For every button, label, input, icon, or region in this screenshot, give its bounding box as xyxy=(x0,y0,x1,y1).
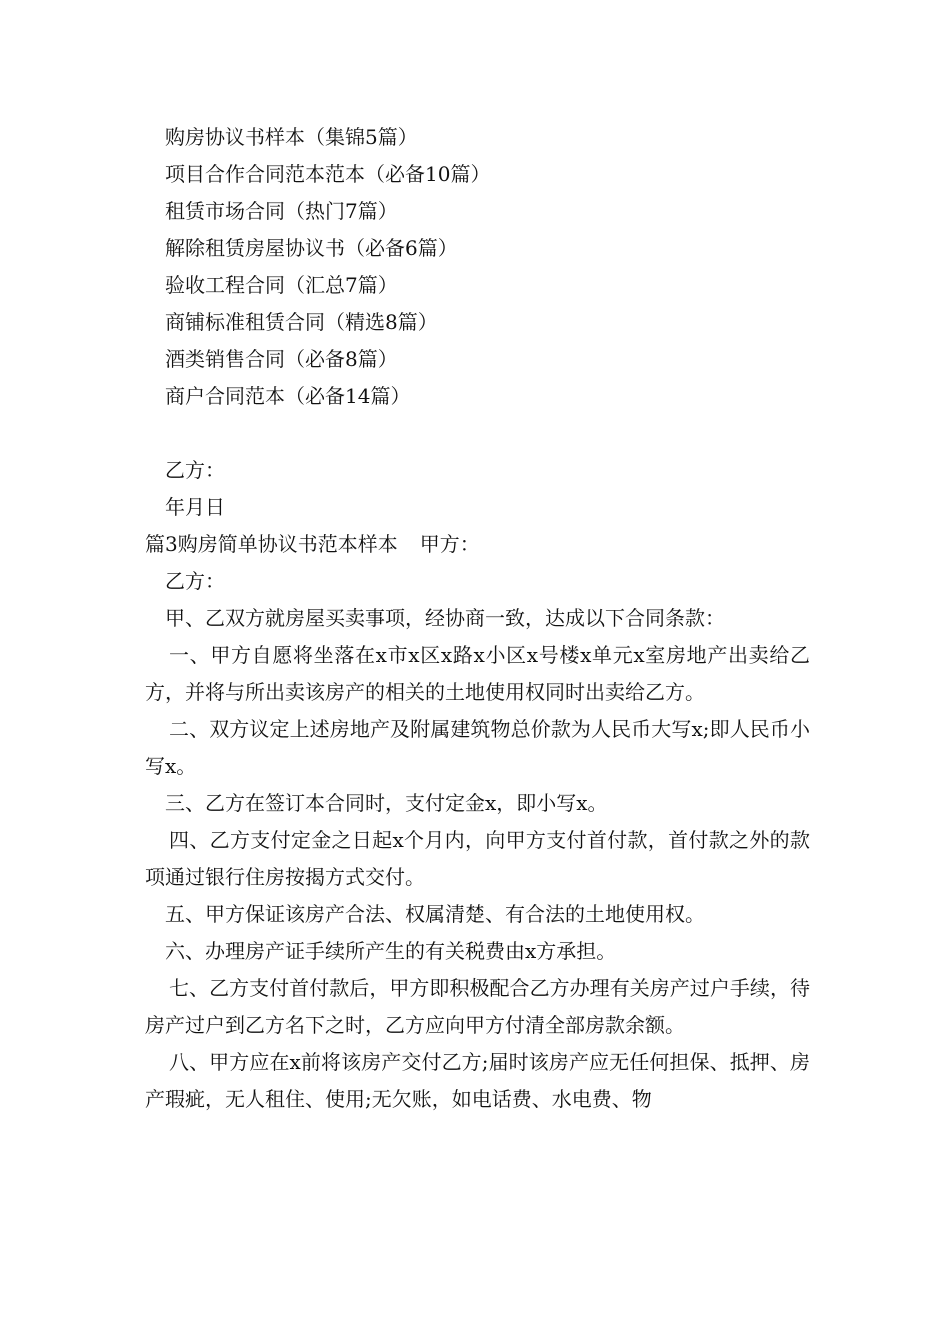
related-link[interactable]: 购房协议书样本（集锦5篇） xyxy=(165,125,418,149)
party-a-label: 甲方： xyxy=(419,532,480,556)
related-link[interactable]: 酒类销售合同（必备8篇） xyxy=(165,347,398,371)
related-link[interactable]: 租赁市场合同（热门7篇） xyxy=(165,199,398,223)
clause-1: 一、甲方自愿将坐落在x市x区x路x小区x号楼x单元x室房地产出卖给乙方，并将与所出卖该房产的相关的土地使用权同时出卖给乙方。 xyxy=(145,643,810,704)
clause-5: 五、甲方保证该房产合法、权属清楚、有合法的土地使用权。 xyxy=(165,902,705,926)
signature-date: 年月日 xyxy=(165,495,225,519)
signature-block xyxy=(145,452,810,526)
clause-2: 二、双方议定上述房地产及附属建筑物总价款为人民币大写x;即人民币小写x。 xyxy=(145,717,810,778)
agreement-intro: 甲、乙双方就房屋买卖事项，经协商一致，达成以下合同条款： xyxy=(165,606,725,630)
related-link[interactable]: 解除租赁房屋协议书（必备6篇） xyxy=(165,236,458,260)
related-link[interactable]: 商户合同范本（必备14篇） xyxy=(165,384,411,408)
section-heading-line xyxy=(145,526,810,563)
section-heading: 篇3购房简单协议书范本样本 xyxy=(145,532,398,556)
clause-4: 四、乙方支付定金之日起x个月内，向甲方支付首付款，首付款之外的款项通过银行住房按揭方式交付。 xyxy=(145,828,810,889)
party-b-label: 乙方： xyxy=(165,569,225,593)
party-b-signature: 乙方： xyxy=(165,458,225,482)
related-link[interactable]: 项目合作合同范本范本（必备10篇） xyxy=(165,162,491,186)
clause-3: 三、乙方在签订本合同时，支付定金x，即小写x。 xyxy=(165,791,608,815)
related-links-list xyxy=(165,119,865,415)
clause-7: 七、乙方支付首付款后，甲方即积极配合乙方办理有关房产过户手续，待房产过户到乙方名下之时，乙方应向甲方付清全部房款余额。 xyxy=(145,976,810,1037)
clause-6: 六、办理房产证手续所产生的有关税费由x方承担。 xyxy=(165,939,617,963)
clause-8: 八、甲方应在x前将该房产交付乙方;届时该房产应无任何担保、抵押、房产瑕疵，无人租住、使用;无欠账，如电话费、水电费、物 xyxy=(145,1050,810,1111)
related-link[interactable]: 验收工程合同（汇总7篇） xyxy=(165,273,398,297)
agreement-section xyxy=(145,526,810,1118)
related-link[interactable]: 商铺标准租赁合同（精选8篇） xyxy=(165,310,438,334)
